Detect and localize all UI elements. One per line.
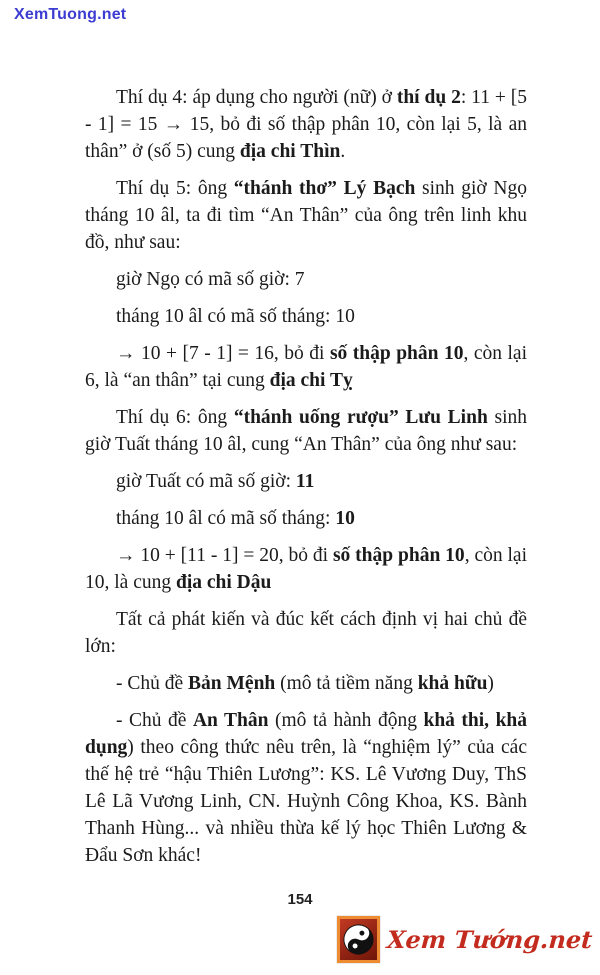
text-run: Thí dụ 4: áp dụng cho người (nữ) ở	[116, 87, 397, 108]
text-run-bold: 11	[295, 471, 315, 492]
text-run-bold: Bản Mệnh	[188, 673, 276, 694]
text-column	[85, 84, 527, 869]
paragraph	[85, 266, 527, 293]
site-logo	[337, 916, 592, 963]
text-run-bold: “thánh uống rượu” Lưu Linh	[233, 407, 488, 428]
text-run: )	[487, 673, 494, 694]
text-run-bold: thí dụ 2	[396, 87, 461, 108]
text-run-bold: An Thân	[192, 710, 269, 731]
text-run: : 11 + [5 - 1] = 15 → 15, bỏ đi số thập phân 10, còn lại 5, là an thân” ở (số 5) cung	[85, 87, 527, 162]
text-run-bold: địa chi Dậu	[175, 572, 272, 593]
site-logo-text: Xem Tướng.net	[385, 925, 594, 954]
text-run-bold: “thánh thơ” Lý Bạch	[233, 178, 416, 199]
text-run-bold: số thập phân 10	[329, 343, 464, 364]
paragraph	[85, 468, 527, 495]
text-run-bold: 10	[335, 508, 355, 529]
text-run: giờ Ngọ có mã số giờ: 7	[116, 269, 305, 290]
paragraph	[85, 707, 527, 869]
text-run: tháng 10 âl có mã số tháng: 10	[116, 306, 355, 327]
text-run: , còn lại 6, là “an thân” tại cung	[85, 343, 527, 391]
text-run-bold: khả thi, khả dụng	[85, 710, 528, 758]
yinyang-icon	[337, 916, 380, 963]
text-run: tháng 10 âl có mã số tháng:	[116, 508, 336, 529]
text-run: .	[340, 141, 346, 162]
text-run: - Chủ đề	[116, 710, 193, 731]
paragraph	[85, 542, 527, 596]
text-run: → 10 + [11 - 1] = 20, bỏ đi	[116, 545, 333, 566]
text-run: - Chủ đề	[116, 673, 189, 694]
text-run-bold: số thập phân 10	[332, 545, 465, 566]
paragraph	[85, 303, 527, 330]
text-run-bold: địa chi Thìn	[239, 141, 341, 162]
text-run: sinh giờ Tuất tháng 10 âl, cung “An Thân” của ông như sau:	[85, 407, 528, 455]
text-run: → 10 + [7 - 1] = 16, bỏ đi	[116, 343, 330, 364]
text-run: , còn lại 10, là cung	[85, 545, 527, 593]
text-run: Thí dụ 5: ông	[116, 178, 234, 199]
paragraph	[85, 606, 527, 660]
text-run: Thí dụ 6: ông	[116, 407, 234, 428]
text-run: (mô tả hành động	[268, 710, 424, 731]
paragraph	[85, 404, 527, 458]
paragraph	[85, 84, 527, 165]
paragraph	[85, 505, 527, 532]
text-run: Tất cả phát kiến và đúc kết cách định vị hai chủ đề lớn:	[85, 609, 527, 657]
text-run: giờ Tuất có mã số giờ:	[116, 471, 296, 492]
text-run: (mô tả tiềm năng	[275, 673, 418, 694]
text-run-bold: địa chi Tỵ	[269, 370, 353, 391]
text-run-bold: khả hữu	[417, 673, 488, 694]
text-run: ) theo công thức nêu trên, là “nghiệm lý” của các thế hệ trẻ “hậu Thiên Lương”: KS. Lê Vương Duy, ThS Lê Lã Vương Linh, CN. Huỳnh Công Khoa, KS. Bành Thanh Hùng... và nhiều thừa kế lý học Thiên Lương & Đẩu Sơn khác!	[85, 737, 527, 866]
paragraph	[85, 670, 527, 697]
site-header-link[interactable]: XemTuong.net	[14, 6, 127, 23]
text-run: sinh giờ Ngọ tháng 10 âl, ta đi tìm “An Thân” của ông trên linh khu đồ, như sau:	[85, 178, 527, 253]
page-number: 154	[287, 891, 313, 908]
paragraph	[85, 340, 527, 394]
paragraph	[85, 175, 527, 256]
